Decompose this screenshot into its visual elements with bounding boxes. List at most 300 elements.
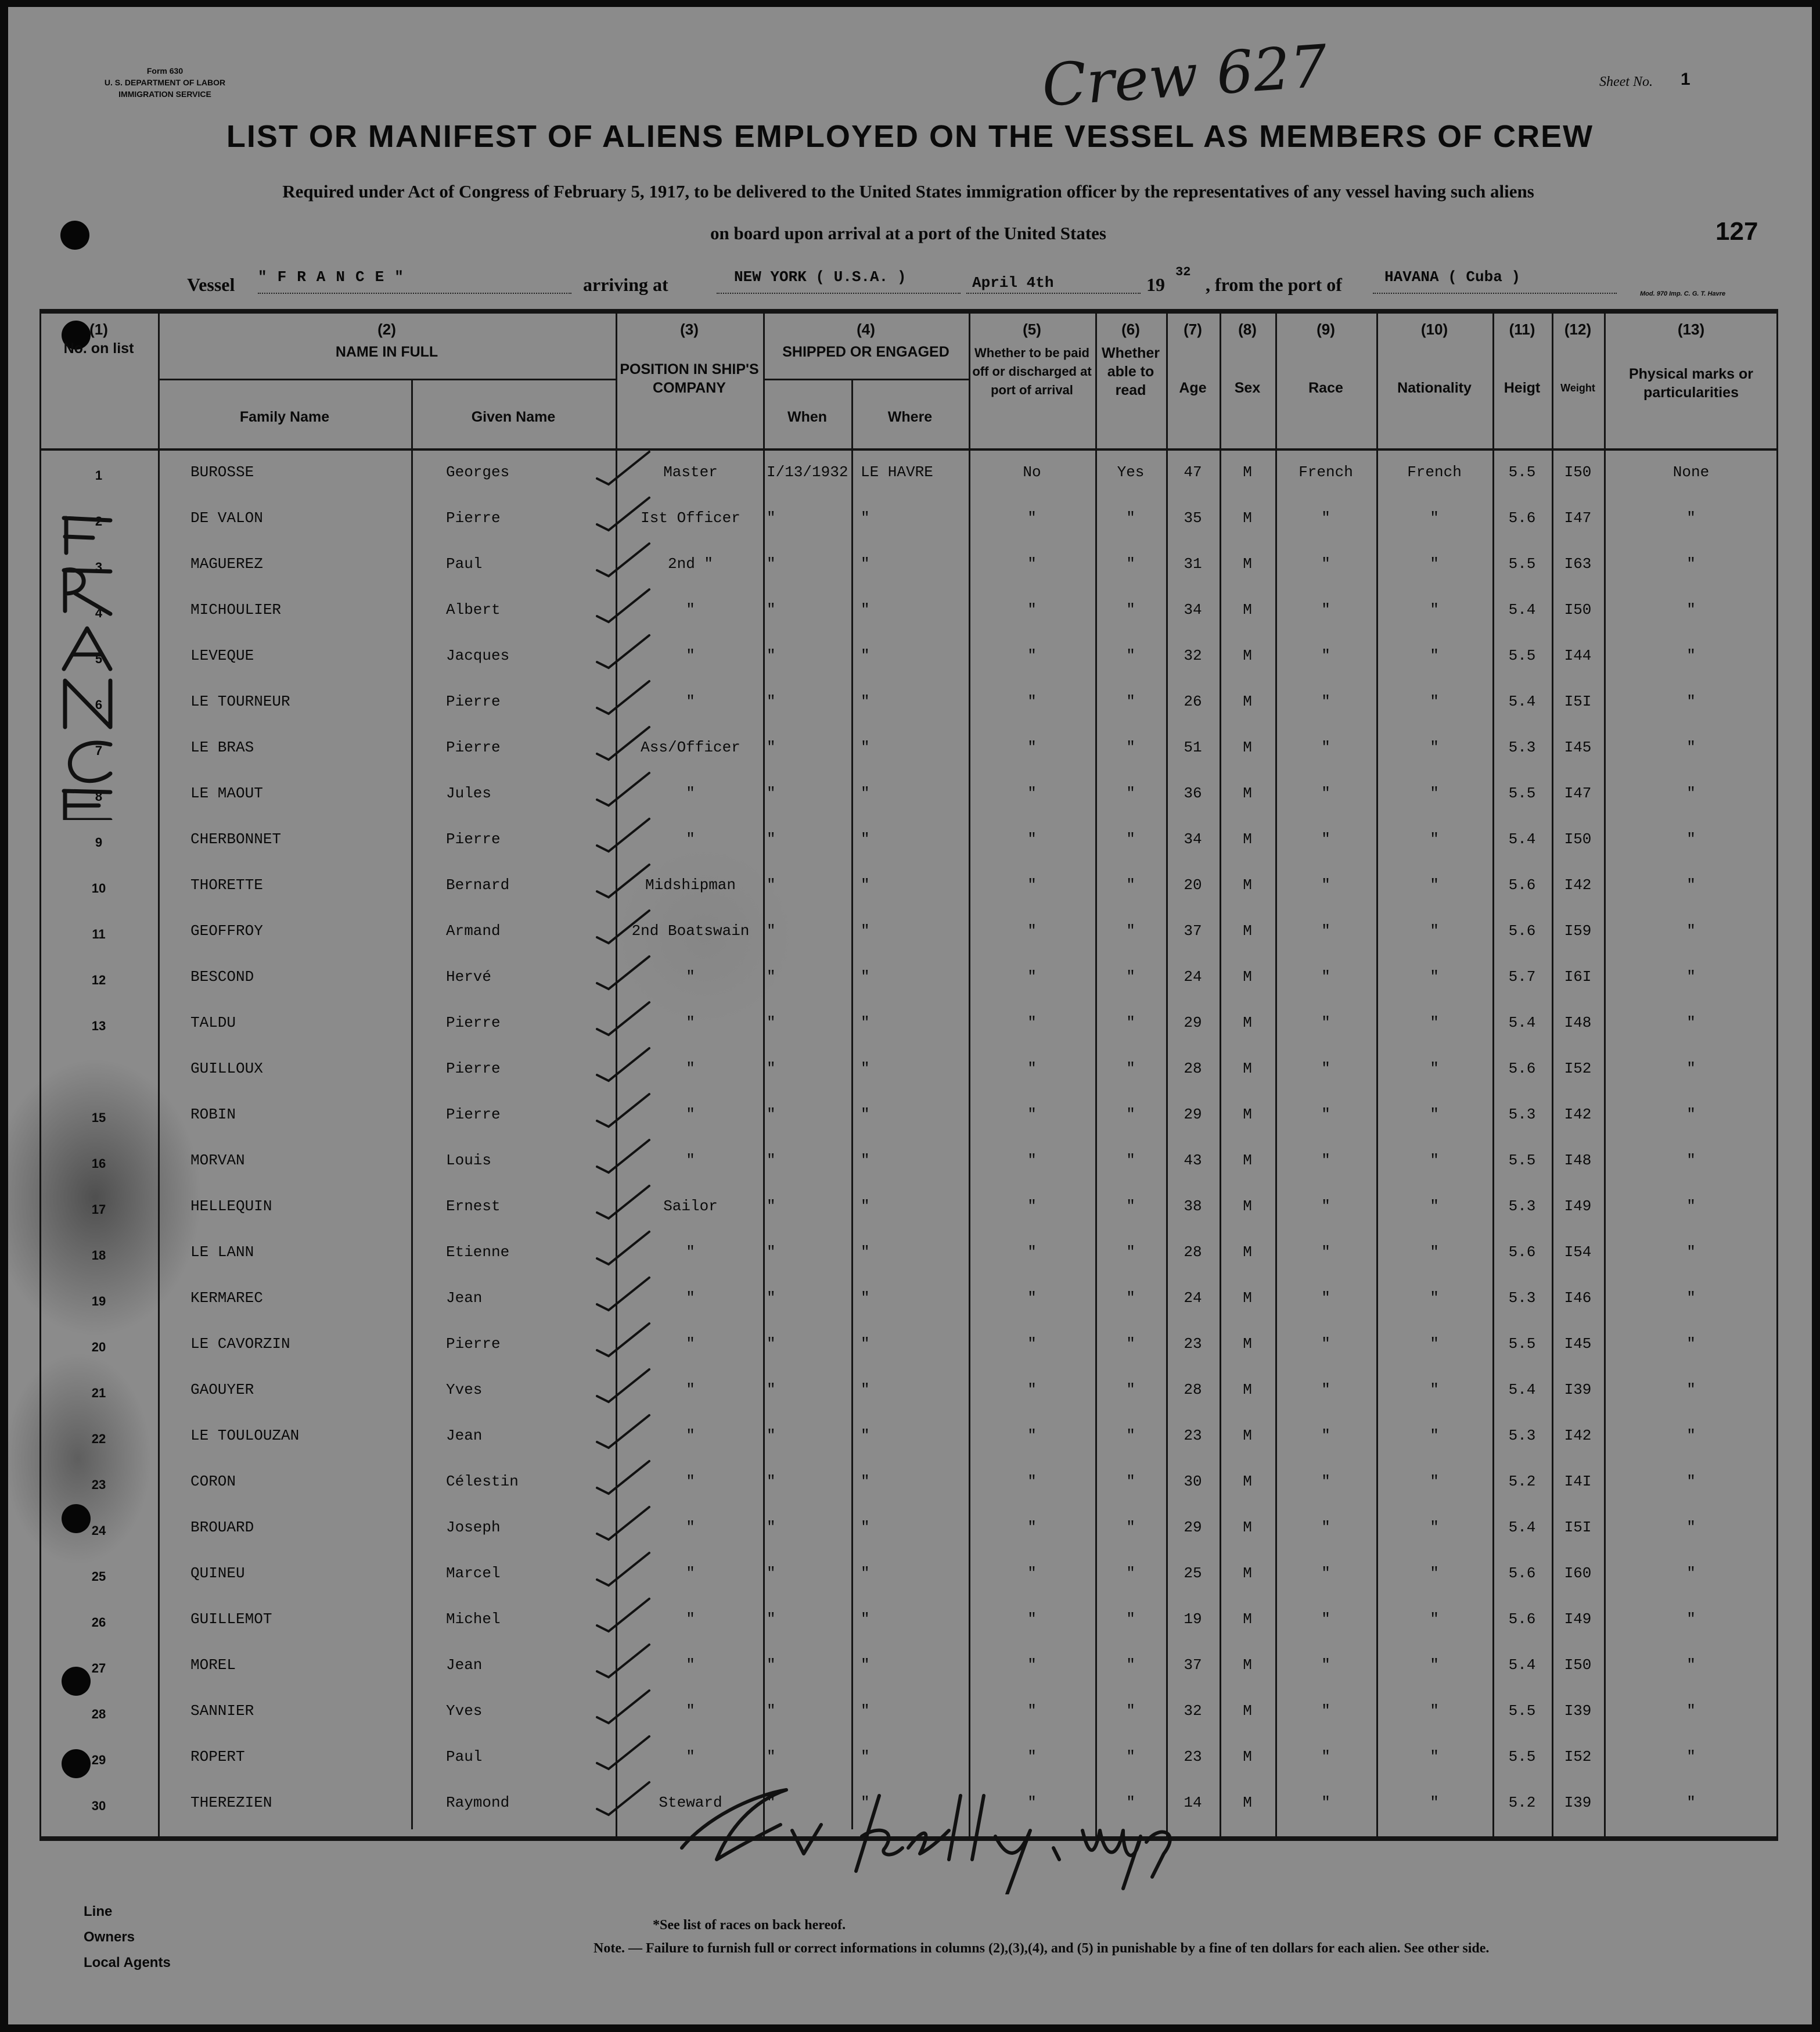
cell-position: " <box>686 1152 695 1169</box>
check-mark <box>597 1599 649 1631</box>
cell-given: Ernest <box>446 1197 501 1215</box>
cell-race: " <box>1321 1473 1330 1490</box>
cell-where: " <box>861 1473 870 1490</box>
cell-family: LE TOURNEUR <box>190 693 290 710</box>
cell-family: GAOUYER <box>190 1381 254 1398</box>
cell-nat: " <box>1430 1656 1439 1674</box>
cell-when: " <box>767 1656 776 1674</box>
cell-age: 20 <box>1184 876 1202 894</box>
cell-position: " <box>686 1702 695 1720</box>
cell-paid: " <box>1027 1289 1037 1307</box>
check-mark <box>597 1094 649 1127</box>
column-header: Nationality <box>1397 380 1472 396</box>
cell-nat: " <box>1430 1289 1439 1307</box>
cell-family: GUILLOUX <box>190 1060 263 1077</box>
cell-sex: M <box>1243 463 1252 481</box>
cell-paid: " <box>1027 1197 1037 1215</box>
cell-race: " <box>1321 1243 1330 1261</box>
cell-age: 51 <box>1184 739 1202 756</box>
cell-weight: I42 <box>1564 1106 1592 1123</box>
cell-when: " <box>767 647 776 664</box>
cell-where: " <box>861 1335 870 1353</box>
cell-height: 5.6 <box>1508 876 1536 894</box>
cell-race: " <box>1321 830 1330 848</box>
cell-given: Jean <box>446 1289 483 1307</box>
cell-weight: I42 <box>1564 1427 1592 1444</box>
cell-read: " <box>1126 1381 1135 1398</box>
cell-read: " <box>1126 1565 1135 1582</box>
column-number: (13) <box>1677 321 1705 338</box>
cell-marks: " <box>1686 1106 1696 1123</box>
column-number: (2) <box>377 321 396 338</box>
cell-marks: " <box>1686 1610 1696 1628</box>
column-subheader: Where <box>887 409 933 425</box>
crew-table <box>39 309 1778 1877</box>
check-mark <box>597 1002 649 1035</box>
cell-height: 5.2 <box>1508 1794 1536 1811</box>
cell-sex: M <box>1243 1748 1252 1765</box>
cell-sex: M <box>1243 785 1252 802</box>
cell-race: " <box>1321 1335 1330 1353</box>
cell-where: " <box>861 1656 870 1674</box>
cell-weight: I60 <box>1564 1565 1592 1582</box>
cell-nat: " <box>1430 1106 1439 1123</box>
cell-weight: I45 <box>1564 739 1592 756</box>
cell-family: THORETTE <box>190 876 263 894</box>
cell-given: Yves <box>446 1702 483 1720</box>
cell-sex: M <box>1243 693 1252 710</box>
column-number: (7) <box>1184 321 1202 338</box>
cell-age: 37 <box>1184 1656 1202 1674</box>
cell-position: 2nd Boatswain <box>631 922 750 940</box>
cell-height: 5.5 <box>1508 1335 1536 1353</box>
cell-race: French <box>1299 463 1353 481</box>
cell-read: " <box>1126 876 1135 894</box>
footnote-races: *See list of races on back hereof. <box>653 1918 846 1933</box>
cell-height: 5.5 <box>1508 463 1536 481</box>
cell-age: 47 <box>1184 463 1202 481</box>
check-mark <box>597 1736 649 1769</box>
cell-marks: " <box>1686 1335 1696 1353</box>
cell-position: Ist Officer <box>641 509 740 527</box>
subtitle-line-2: on board upon arrival at a port of the United States <box>710 223 1106 243</box>
cell-read: " <box>1126 693 1135 710</box>
cell-when: " <box>767 1519 776 1536</box>
cell-position: " <box>686 1656 695 1674</box>
column-subheader: Given Name <box>471 409 556 425</box>
row-number: 16 <box>91 1156 106 1171</box>
column-number: (4) <box>857 321 875 338</box>
cell-nat: " <box>1430 922 1439 940</box>
cell-race: " <box>1321 601 1330 618</box>
cell-read: " <box>1126 1656 1135 1674</box>
cell-where: " <box>861 830 870 848</box>
cell-given: Jules <box>446 785 492 802</box>
year-suffix: 32 <box>1175 265 1191 279</box>
cell-given: Louis <box>446 1152 492 1169</box>
cell-paid: " <box>1027 1610 1037 1628</box>
cell-race: " <box>1321 876 1330 894</box>
check-mark <box>597 544 649 576</box>
column-header: NAME IN FULL <box>335 344 438 360</box>
cell-read: " <box>1126 1427 1135 1444</box>
cell-paid: " <box>1027 647 1037 664</box>
cell-height: 5.4 <box>1508 1381 1536 1398</box>
cell-weight: I52 <box>1564 1748 1592 1765</box>
cell-race: " <box>1321 555 1330 573</box>
cell-position: " <box>686 785 695 802</box>
cell-weight: I39 <box>1564 1702 1592 1720</box>
cell-where: " <box>861 647 870 664</box>
cell-paid: " <box>1027 555 1037 573</box>
check-mark <box>597 1186 649 1218</box>
cell-race: " <box>1321 1289 1330 1307</box>
cell-marks: " <box>1686 509 1696 527</box>
cell-family: LE TOULOUZAN <box>190 1427 300 1444</box>
cell-read: " <box>1126 1289 1135 1307</box>
cell-height: 5.6 <box>1508 1243 1536 1261</box>
cell-sex: M <box>1243 1381 1252 1398</box>
cell-read: " <box>1126 1335 1135 1353</box>
cell-given: Armand <box>446 922 501 940</box>
cell-position: " <box>686 1289 695 1307</box>
row-number: 2 <box>95 514 103 528</box>
cell-marks: " <box>1686 647 1696 664</box>
cell-where: " <box>861 601 870 618</box>
vessel-line <box>8 265 1812 297</box>
cell-height: 5.5 <box>1508 647 1536 664</box>
column-header: Race <box>1308 380 1343 396</box>
column-number: (3) <box>680 321 699 338</box>
cell-weight: I50 <box>1564 1656 1592 1674</box>
cell-read: " <box>1126 1473 1135 1490</box>
cell-family: BROUARD <box>190 1519 254 1536</box>
subtitle-line-1: Required under Act of Congress of February 5, 1917, to be delivered to the United States immigration officer by the representatives of any vessel having such aliens <box>282 181 1534 202</box>
cell-marks: " <box>1686 1748 1696 1765</box>
cell-when: " <box>767 739 776 756</box>
cell-when: " <box>767 509 776 527</box>
cell-race: " <box>1321 1519 1330 1536</box>
cell-paid: " <box>1027 1748 1037 1765</box>
cell-nat: " <box>1430 1014 1439 1031</box>
row-number: 5 <box>95 652 103 666</box>
form-header <box>84 65 246 100</box>
column-subheader: Family Name <box>239 409 330 425</box>
page-number: 127 <box>1715 217 1758 246</box>
cell-where: " <box>861 1794 870 1811</box>
france-handwriting <box>52 506 122 820</box>
cell-marks: " <box>1686 1565 1696 1582</box>
cell-age: 37 <box>1184 922 1202 940</box>
column-number: (9) <box>1317 321 1335 338</box>
cell-read: " <box>1126 1610 1135 1628</box>
cell-family: DE VALON <box>190 509 263 527</box>
cell-height: 5.6 <box>1508 1060 1536 1077</box>
cell-nat: " <box>1430 1702 1439 1720</box>
cell-sex: M <box>1243 1197 1252 1215</box>
cell-where: " <box>861 1243 870 1261</box>
cell-weight: I5I <box>1564 693 1592 710</box>
cell-when: " <box>767 1794 776 1811</box>
cell-paid: " <box>1027 876 1037 894</box>
cell-when: " <box>767 1152 776 1169</box>
cell-position: " <box>686 647 695 664</box>
cell-race: " <box>1321 1197 1330 1215</box>
column-header: Age <box>1179 380 1207 396</box>
cell-given: Jacques <box>446 647 510 664</box>
cell-height: 5.2 <box>1508 1473 1536 1490</box>
cell-weight: I54 <box>1564 1243 1592 1261</box>
cell-sex: M <box>1243 830 1252 848</box>
cell-nat: " <box>1430 693 1439 710</box>
vessel-label: Vessel <box>187 274 235 295</box>
cell-age: 26 <box>1184 693 1202 710</box>
cell-weight: I44 <box>1564 647 1592 664</box>
row-number: 29 <box>91 1753 106 1767</box>
row-number: 26 <box>91 1615 106 1630</box>
cell-weight: I50 <box>1564 601 1592 618</box>
cell-nat: " <box>1430 509 1439 527</box>
cell-age: 29 <box>1184 1519 1202 1536</box>
cell-nat: " <box>1430 1197 1439 1215</box>
cell-paid: " <box>1027 968 1037 986</box>
cell-sex: M <box>1243 1152 1252 1169</box>
cell-paid: " <box>1027 693 1037 710</box>
cell-weight: I4I <box>1564 1473 1592 1490</box>
cell-age: 43 <box>1184 1152 1202 1169</box>
cell-position: " <box>686 693 695 710</box>
column-number: (12) <box>1564 321 1592 338</box>
cell-nat: " <box>1430 1060 1439 1077</box>
cell-given: Jean <box>446 1656 483 1674</box>
check-mark <box>597 956 649 989</box>
check-mark <box>597 1048 649 1081</box>
cell-paid: " <box>1027 1656 1037 1674</box>
cell-marks: " <box>1686 1060 1696 1077</box>
cell-height: 5.4 <box>1508 830 1536 848</box>
check-mark <box>597 1324 649 1356</box>
cell-nat: " <box>1430 1381 1439 1398</box>
cell-height: 5.6 <box>1508 509 1536 527</box>
cell-when: " <box>767 1381 776 1398</box>
cell-position: 2nd " <box>667 555 713 573</box>
cell-family: ROBIN <box>190 1106 236 1123</box>
cell-weight: I47 <box>1564 785 1592 802</box>
cell-paid: " <box>1027 1014 1037 1031</box>
check-mark <box>597 1691 649 1723</box>
row-number: 25 <box>91 1569 106 1584</box>
cell-paid: " <box>1027 601 1037 618</box>
cell-weight: I48 <box>1564 1014 1592 1031</box>
cell-given: Georges <box>446 463 510 481</box>
cell-weight: I63 <box>1564 555 1592 573</box>
cell-nat: " <box>1430 1565 1439 1582</box>
cell-sex: M <box>1243 601 1252 618</box>
cell-family: BUROSSE <box>190 463 254 481</box>
cell-nat: " <box>1430 1243 1439 1261</box>
cell-height: 5.3 <box>1508 1106 1536 1123</box>
column-number: (6) <box>1121 321 1140 338</box>
cell-marks: " <box>1686 1197 1696 1215</box>
cell-read: " <box>1126 1106 1135 1123</box>
check-mark <box>597 1645 649 1677</box>
cell-race: " <box>1321 1106 1330 1123</box>
check-mark <box>597 1369 649 1402</box>
cell-read: " <box>1126 1152 1135 1169</box>
cell-height: 5.4 <box>1508 1014 1536 1031</box>
cell-when: I/13/1932 <box>767 463 848 481</box>
cell-where: " <box>861 876 870 894</box>
cell-where: " <box>861 739 870 756</box>
cell-nat: " <box>1430 785 1439 802</box>
cell-position: " <box>686 1519 695 1536</box>
cell-given: Marcel <box>446 1565 501 1582</box>
cell-marks: None <box>1672 463 1710 481</box>
check-mark <box>597 1507 649 1540</box>
cell-when: " <box>767 1427 776 1444</box>
cell-family: LEVEQUE <box>190 647 254 664</box>
cell-read: " <box>1126 830 1135 848</box>
cell-position: Steward <box>659 1794 722 1811</box>
column-header: Heigt <box>1504 380 1541 396</box>
cell-height: 5.5 <box>1508 1702 1536 1720</box>
cell-family: THEREZIEN <box>190 1794 272 1811</box>
check-mark <box>597 1140 649 1173</box>
cell-marks: " <box>1686 785 1696 802</box>
cell-read: " <box>1126 1243 1135 1261</box>
cell-given: Pierre <box>446 1060 501 1077</box>
cell-age: 30 <box>1184 1473 1202 1490</box>
form-number: Form 630 <box>146 66 184 75</box>
cell-race: " <box>1321 739 1330 756</box>
row-number: 19 <box>91 1294 106 1308</box>
cell-sex: M <box>1243 647 1252 664</box>
cell-age: 35 <box>1184 509 1202 527</box>
cell-position: Master <box>663 463 718 481</box>
check-mark <box>597 681 649 714</box>
cell-race: " <box>1321 1014 1330 1031</box>
cell-where: " <box>861 693 870 710</box>
cell-sex: M <box>1243 1656 1252 1674</box>
cell-position: " <box>686 1060 695 1077</box>
check-mark <box>597 1232 649 1264</box>
cell-height: 5.4 <box>1508 693 1536 710</box>
from-port-label: , from the port of <box>1206 274 1342 295</box>
row-number: 23 <box>91 1477 106 1492</box>
cell-given: Joseph <box>446 1519 501 1536</box>
cell-when: " <box>767 1702 776 1720</box>
cell-given: Michel <box>446 1610 501 1628</box>
cell-marks: " <box>1686 1427 1696 1444</box>
cell-when: " <box>767 1106 776 1123</box>
cell-race: " <box>1321 509 1330 527</box>
column-subheader: When <box>787 409 828 425</box>
column-number: (1) <box>89 321 108 338</box>
cell-marks: " <box>1686 1014 1696 1031</box>
cell-height: 5.5 <box>1508 1152 1536 1169</box>
cell-family: TALDU <box>190 1014 236 1031</box>
cell-age: 19 <box>1184 1610 1202 1628</box>
arrival-date: April 4th <box>972 274 1054 292</box>
cell-given: Célestin <box>446 1473 519 1490</box>
row-number: 15 <box>91 1110 106 1125</box>
manifest-document <box>8 7 1812 2024</box>
cell-when: " <box>767 1197 776 1215</box>
cell-sex: M <box>1243 1565 1252 1582</box>
cell-race: " <box>1321 1565 1330 1582</box>
cell-paid: " <box>1027 509 1037 527</box>
cell-age: 28 <box>1184 1243 1202 1261</box>
cell-paid: " <box>1027 1794 1037 1811</box>
year-prefix: 19 <box>1146 274 1165 295</box>
cell-read: " <box>1126 1748 1135 1765</box>
cell-family: GEOFFROY <box>190 922 263 940</box>
cell-nat: " <box>1430 1335 1439 1353</box>
cell-sex: M <box>1243 922 1252 940</box>
cell-height: 5.3 <box>1508 1427 1536 1444</box>
cell-read: " <box>1126 785 1135 802</box>
cell-position: " <box>686 1106 695 1123</box>
check-mark <box>597 911 649 943</box>
cell-marks: " <box>1686 693 1696 710</box>
cell-race: " <box>1321 693 1330 710</box>
check-mark <box>597 865 649 897</box>
cell-where: " <box>861 1152 870 1169</box>
cell-sex: M <box>1243 509 1252 527</box>
departure-port: HAVANA ( Cuba ) <box>1384 268 1521 286</box>
cell-marks: " <box>1686 830 1696 848</box>
column-header: Whether able to read <box>1102 345 1160 398</box>
cell-nat: " <box>1430 1794 1439 1811</box>
cell-nat: " <box>1430 647 1439 664</box>
cell-read: " <box>1126 1794 1135 1811</box>
cell-family: MAGUEREZ <box>190 555 263 573</box>
cell-given: Pierre <box>446 1335 501 1353</box>
cell-when: " <box>767 922 776 940</box>
cell-weight: I59 <box>1564 922 1592 940</box>
cell-where: " <box>861 1289 870 1307</box>
cell-nat: " <box>1430 555 1439 573</box>
footnote-penalty: Note. — Failure to furnish full or correct informations in columns (2),(3),(4), and (5) in punishable by a fine of ten dollars for each alien. See other side. <box>594 1941 1490 1956</box>
cell-paid: " <box>1027 830 1037 848</box>
cell-age: 32 <box>1184 647 1202 664</box>
cell-where: " <box>861 1106 870 1123</box>
cell-nat: " <box>1430 1152 1439 1169</box>
cell-family: LE MAOUT <box>190 785 263 802</box>
cell-sex: M <box>1243 1427 1252 1444</box>
cell-where: " <box>861 509 870 527</box>
cell-race: " <box>1321 1794 1330 1811</box>
cell-paid: " <box>1027 1473 1037 1490</box>
check-mark <box>597 1782 649 1815</box>
cell-family: MICHOULIER <box>190 601 282 618</box>
cell-given: Albert <box>446 601 501 618</box>
agents-label: Local Agents <box>84 1955 171 1970</box>
cell-where: " <box>861 1197 870 1215</box>
cell-marks: " <box>1686 739 1696 756</box>
row-number: 20 <box>91 1340 106 1354</box>
cell-when: " <box>767 785 776 802</box>
cell-race: " <box>1321 1702 1330 1720</box>
cell-where: " <box>861 1565 870 1582</box>
page-title: LIST OR MANIFEST OF ALIENS EMPLOYED ON THE VESSEL AS MEMBERS OF CREW <box>226 119 1594 154</box>
cell-race: " <box>1321 1610 1330 1628</box>
cell-given: Pierre <box>446 1014 501 1031</box>
cell-family: BESCOND <box>190 968 254 986</box>
cell-where: " <box>861 1610 870 1628</box>
cell-paid: " <box>1027 1427 1037 1444</box>
column-number: (5) <box>1023 321 1041 338</box>
